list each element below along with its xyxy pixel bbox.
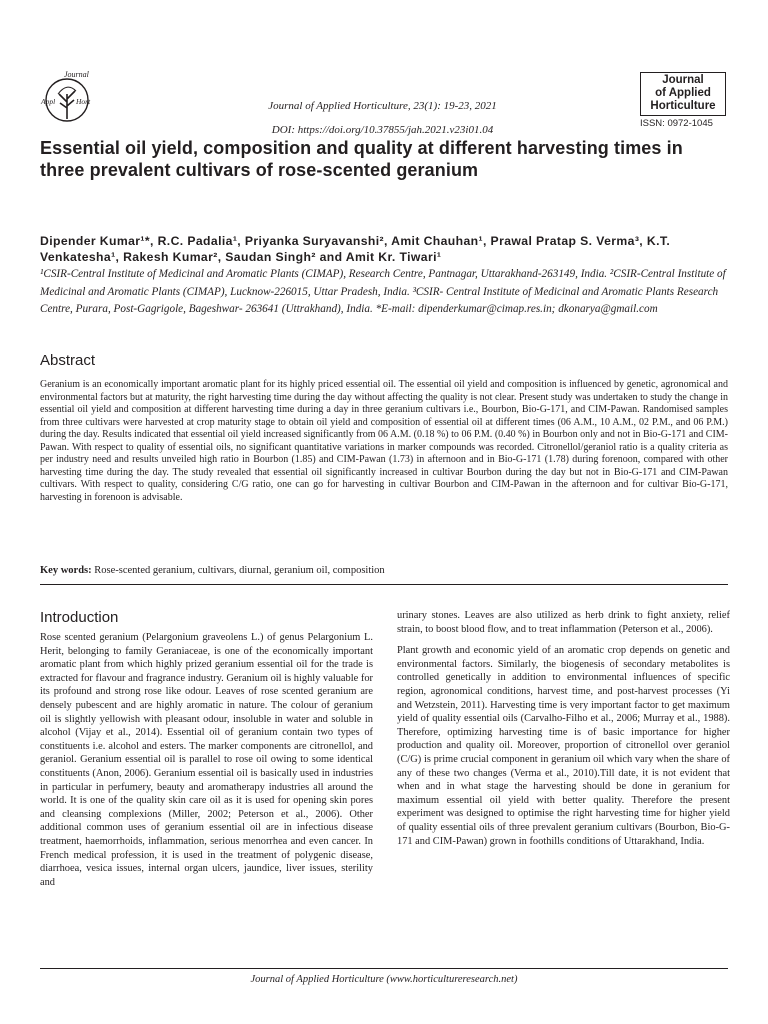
keywords <box>40 564 728 577</box>
running-header <box>190 94 575 142</box>
abstract-body: Geranium is an economically important aromatic plant for its highly priced essential oil. The essential oil yield and composition is influenced by genetic, agronomical and environmental factors but at maturity, the right harvesting time during the day without affecting the quality is not clear. Present study was undertaken to study the change in essential oil yield and composition at different harvesting time during a day in three geranium cultivars i.e., Bourbon, Bio-G-171, and CIM-Pawan. Randomised samples from three cultivars were harvested at crop maturity stage to obtain oil yield and composition of essential oil at different times (06 A.M., 10 A.M., 02 P.M., and 06 P.M.) during the day. Results indicated that essential oil yield increased significantly from 06 A.M. (0.18 %) to 06 P.M. (0.40 %) in Bourbon only and not in Bio-G-171 and CIM-Pawan. With respect to quality of essential oils, no significant quantitative variations in marker compounds was recorded. Citronellol/geraniol ratio is a quality criteria as per industry need and results unveiled high ratio in Bourbon (1.85) and CIM-Pawan (1.73) in afternoon and in Bio-G-171 (1.78) during forenoon, compared with other harvesting time during the day. The study revealed that essential oil significantly increased in cultivar Bourbon during the day but not in Bio-G-171 and CIM-Pawan cultivars. With respect to quality, considering C/G ratio, one can go for harvesting in cultivar Bourbon and CIM-Pawan in the afternoon and for cultivar Bio-G-171, harvesting in forenoon is advisable. <box>40 379 728 503</box>
article-title: Essential oil yield, composition and quality at different harvesting times in three prevalent cultivars of rose-scented geranium <box>40 138 683 180</box>
masthead-line-1: Journal <box>662 74 704 86</box>
page-footer: Journal of Applied Horticulture (www.horticultureresearch.net) <box>250 974 518 985</box>
keywords-text: Rose-scented geranium, cultivars, diurnal, geranium oil, composition <box>94 565 385 576</box>
journal-logo <box>36 64 98 126</box>
keywords-label: Key words: <box>40 565 92 576</box>
issn: ISSN: 0972-1045 <box>640 118 713 129</box>
citation: Journal of Applied Horticulture, 23(1): 19-23, 2021 <box>268 100 497 112</box>
masthead-line-2: of Applied <box>655 87 711 99</box>
introduction-heading: Introduction <box>40 609 119 626</box>
author-list: Dipender Kumar¹*, R.C. Padalia¹, Priyanka Suryavanshi², Amit Chauhan¹, Prawal Pratap S. Verma³, K.T. Venkatesha¹, Rakesh Kumar², Saudan Singh² and Amit Kr. Tiwari¹ <box>40 234 671 264</box>
abstract-heading: Abstract <box>40 352 96 369</box>
intro-paragraph-1: Rose scented geranium (Pelargonium graveolens L.) of genus Pelargonium L. Herit, belonging to family Geraniaceae, is one of the economically important aromatic plant from which highly prized geranium essential oil for the trade is extracted for flavour and fragrance industry. Geranium oil is highly valuable for its profound and strong rose like odour. Leaves of rose scented geranium are densely pubescent and are highly aromatic in nature. The colour of geranium oil is slightly yellowish with pleasant odour, insoluble in water and soluble in alcohol (Vijay et al., 2014). Essential oil of geranium contain two types of constituents i.e. alcohol and esters. The marker components are citronellol, and geraniol. Geranium essential oil is parallel to rose oil owing to some identical constituents (Anon, 2006). Geranium essential oil is basically used in industries in particular in perfumery, beauty and aromatherapy industries all around the world. It is one of the quality skin care oil as it is used for opening skin pores and cleansing complexions (Miller, 2002; Peterson et al., 2006). Other additional common uses of geranium essential oil are in infectious disease treatment, haemorrhoids, inflammation, serious menorrhea and even cancer. In French medical profession, it is used in the treatment of polygenic disease, diarrhoea, vesica issues, internal organ ulcers, jaundice, liver issues, sterility and <box>40 632 373 888</box>
tree-logo-icon <box>36 64 98 126</box>
masthead-box <box>640 72 726 116</box>
intro-paragraph-2: urinary stones. Leaves are also utilized as herb drink to fight anxiety, relief strain, to boost blood flow, and to treat inflammation (Peterson et al., 2006). <box>397 610 730 635</box>
footer-divider <box>40 968 728 969</box>
logo-journal-text: Journal <box>64 70 89 79</box>
right-column <box>397 609 730 856</box>
masthead-line-3: Horticulture <box>650 100 716 112</box>
affiliations: ¹CSIR-Central Institute of Medicinal and Aromatic Plants (CIMAP), Research Centre, Pantnagar, Uttarakhand-263149, India. ²CSIR-Central Institute of Medicinal and Aromatic Plants (CIMAP), Lucknow-226015, Uttar Pradesh, India. ³CSIR- Central Institute of Medicinal and Aromatic Plants Research Centre, Purara, Post-Gagrigole, Bageshwar- 263641 (Uttrakhand), India. *E-mail: dipenderkumar@cimap.res.in; dkonarya@gmail.com <box>40 268 726 315</box>
journal-masthead <box>640 72 726 129</box>
logo-hort-text: Hort <box>76 97 91 106</box>
logo-appl-text: Appl <box>41 97 56 106</box>
doi-link[interactable]: DOI: https://doi.org/10.37855/jah.2021.v23i01.04 <box>271 124 494 136</box>
intro-paragraph-3: Plant growth and economic yield of an aromatic crop depends on genetic and environmental factors. Similarly, the biogenesis of secondary metabolites is controlled genetically in addition to environmental influences of specific region, agronomical conditions, harvest time, and post-harvest processes (Yi and Wetzstein, 2011). Harvesting time is very important factor to get maximum yield of quality essential oils (Carvalho-Filho et al., 2006; Murray et al., 1988). Therefore, optimizing harvesting time is of basic importance for higher production and quality oil. Moreover, proportion of citronellol over geraniol (C/G) is prime crucial component in geranium oil which vary when the share of any of these two changes (Verma et al., 2010).Till date, it is not evident that when and in what stage the harvesting should be done in geranium for maximum essential oil yield with better quality. Therefore the present experiment was designed to optimise the right harvesting time for higher yield of quality essential oils of three prevalent geranium cultivars (Bourbon, Bio-G-171 and CIM-Pawan) grown in foothills conditions of Uttarakhand, India. <box>397 645 730 847</box>
left-column <box>40 631 373 897</box>
section-divider <box>40 584 728 585</box>
